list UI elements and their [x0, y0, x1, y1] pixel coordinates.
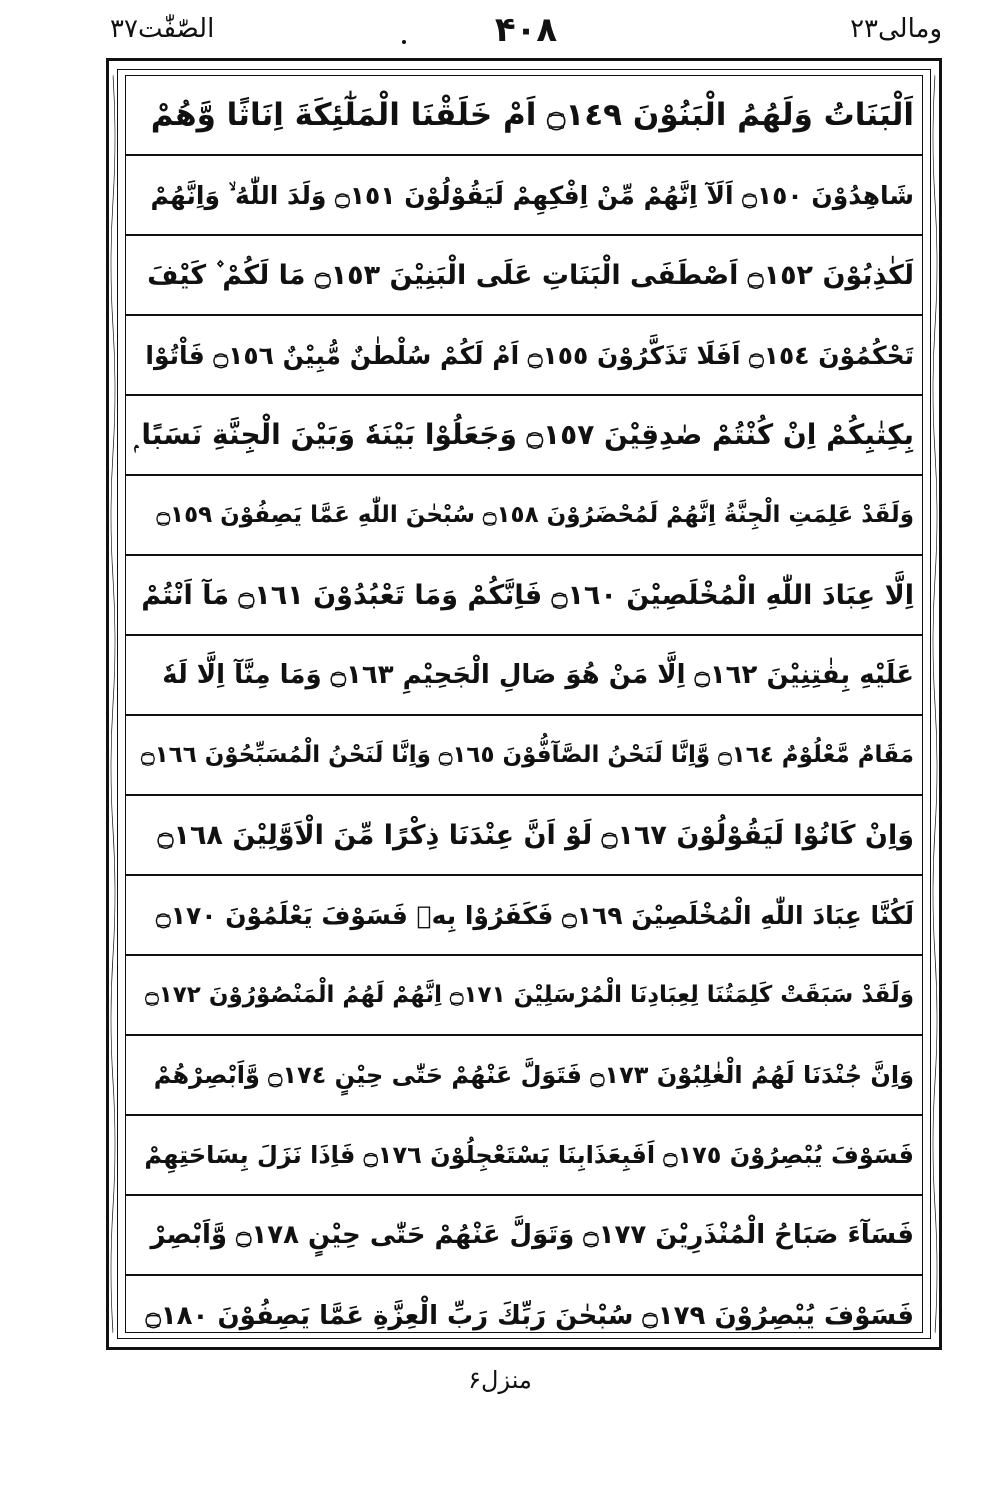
line-text: وَلَقَدْ عَلِمَتِ الْجِنَّةُ اِنَّهُمْ لَمُحْضَرُوْنَ ۝١٥٨ سُبْحٰنَ اللّٰهِ عَمَّا يَصِفُوْنَ ۝١٥٩	[156, 501, 914, 528]
line-text: اِلَّا عِبَادَ اللّٰهِ الْمُخْلَصِيْنَ ۝١٦٠ فَاِنَّكُمْ وَمَا تَعْبُدُوْنَ ۝١٦١ مَآ اَنْتُمْ	[141, 579, 914, 611]
text-line	[126, 316, 922, 396]
page-header	[110, 10, 942, 60]
text-line	[126, 556, 922, 636]
line-text: عَلَيْهِ بِفٰتِنِيْنَ ۝١٦٢ اِلَّا مَنْ هُوَ صَالِ الْجَحِيْمِ ۝١٦٣ وَمَا مِنَّآ اِلَّا لَهٗ	[162, 660, 914, 690]
para-name: ومالی۲۳	[850, 14, 942, 44]
line-text: فَسَوْفَ يُبْصِرُوْنَ ۝١٧٥ اَفَبِعَذَابِنَا يَسْتَعْجِلُوْنَ ۝١٧٦ فَاِذَا نَزَلَ بِسَاحَتِهِمْ	[144, 1141, 914, 1169]
text-line	[126, 76, 922, 156]
line-text: وَلَقَدْ سَبَقَتْ كَلِمَتُنَا لِعِبَادِنَا الْمُرْسَلِيْنَ ۝١٧١ اِنَّهُمْ لَهُمُ الْمَنْصُوْرُوْنَ ۝١٧٢	[145, 981, 914, 1008]
line-text: اَلْبَنَاتُ وَلَهُمُ الْبَنُوْنَ ۝١٤٩ اَمْ خَلَقْنَا الْمَلٰٓئِكَةَ اِنَاثًا وَّهُمْ	[150, 96, 914, 133]
text-line	[126, 796, 922, 876]
manzil-label: منزل۶	[468, 1366, 532, 1394]
left-border-ornament	[108, 75, 118, 1333]
header-dot	[402, 40, 406, 44]
right-border-ornament	[930, 75, 940, 1333]
line-text: بِكِتٰبِكُمْ اِنْ كُنْتُمْ صٰدِقِيْنَ ۝١٥٧ وَجَعَلُوْا بَيْنَهٗ وَبَيْنَ الْجِنَّةِ نَسَبًا ۭ	[134, 418, 914, 451]
text-line	[126, 956, 922, 1036]
text-line	[126, 156, 922, 236]
text-line	[126, 1036, 922, 1116]
text-line	[126, 876, 922, 956]
text-line	[126, 636, 922, 716]
text-line	[126, 1116, 922, 1196]
text-line	[126, 396, 922, 476]
text-line	[126, 1196, 922, 1276]
line-text: شَاهِدُوْنَ ۝١٥٠ اَلَآ اِنَّهُمْ مِّنْ اِفْكِهِمْ لَيَقُوْلُوْنَ ۝١٥١ وَلَدَ اللّٰهُ ۙ وَاِنَّهُمْ	[150, 180, 914, 210]
line-text: تَحْكُمُوْنَ ۝١٥٤ اَفَلَا تَذَكَّرُوْنَ ۝١٥٥ اَمْ لَكُمْ سُلْطٰنٌ مُّبِيْنٌ ۝١٥٦ فَاْتُوْا	[145, 340, 914, 370]
line-text: فَسَآءَ صَبَاحُ الْمُنْذَرِيْنَ ۝١٧٧ وَتَوَلَّ عَنْهُمْ حَتّٰى حِيْنٍ ۝١٧٨ وَّاَبْصِرْ	[150, 1220, 914, 1250]
line-text: لَكٰذِبُوْنَ ۝١٥٢ اَصْطَفَى الْبَنَاتِ عَلَى الْبَنِيْنَ ۝١٥٣ مَا لَكُمْ ۫ كَيْفَ	[147, 259, 914, 291]
page-number: ۴۰۸	[494, 10, 558, 50]
line-text: وَاِنَّ جُنْدَنَا لَهُمُ الْغٰلِبُوْنَ ۝١٧٣ فَتَوَلَّ عَنْهُمْ حَتّٰى حِيْنٍ ۝١٧٤ وَّاَبْصِرْهُمْ	[153, 1061, 914, 1089]
text-block	[125, 75, 923, 1333]
line-text: مَقَامٌ مَّعْلُوْمٌ ۝١٦٤ وَّاِنَّا لَنَحْنُ الصَّآفُّوْنَ ۝١٦٥ وَاِنَّا لَنَحْنُ الْمُسَبِّحُوْنَ ۝١٦٦	[141, 741, 914, 768]
page-frame	[106, 58, 942, 1350]
text-line	[126, 476, 922, 556]
text-line	[126, 1276, 922, 1356]
text-line	[126, 236, 922, 316]
line-text: لَكُنَّا عِبَادَ اللّٰهِ الْمُخْلَصِيْنَ ۝١٦٩ فَكَفَرُوْا بِهٖ فَسَوْفَ يَعْلَمُوْنَ ۝١٧٠	[156, 900, 914, 930]
text-line	[126, 716, 922, 796]
line-text: وَاِنْ كَانُوْا لَيَقُوْلُوْنَ ۝١٦٧ لَوْ اَنَّ عِنْدَنَا ذِكْرًا مِّنَ الْاَوَّلِيْنَ ۝١٦٨	[157, 819, 914, 851]
line-text: فَسَوْفَ يُبْصِرُوْنَ ۝١٧٩ سُبْحٰنَ رَبِّكَ رَبِّ الْعِزَّةِ عَمَّا يَصِفُوْنَ ۝١٨٠	[145, 1301, 914, 1331]
surah-name: الصّٰفّٰت۳۷	[110, 14, 215, 44]
